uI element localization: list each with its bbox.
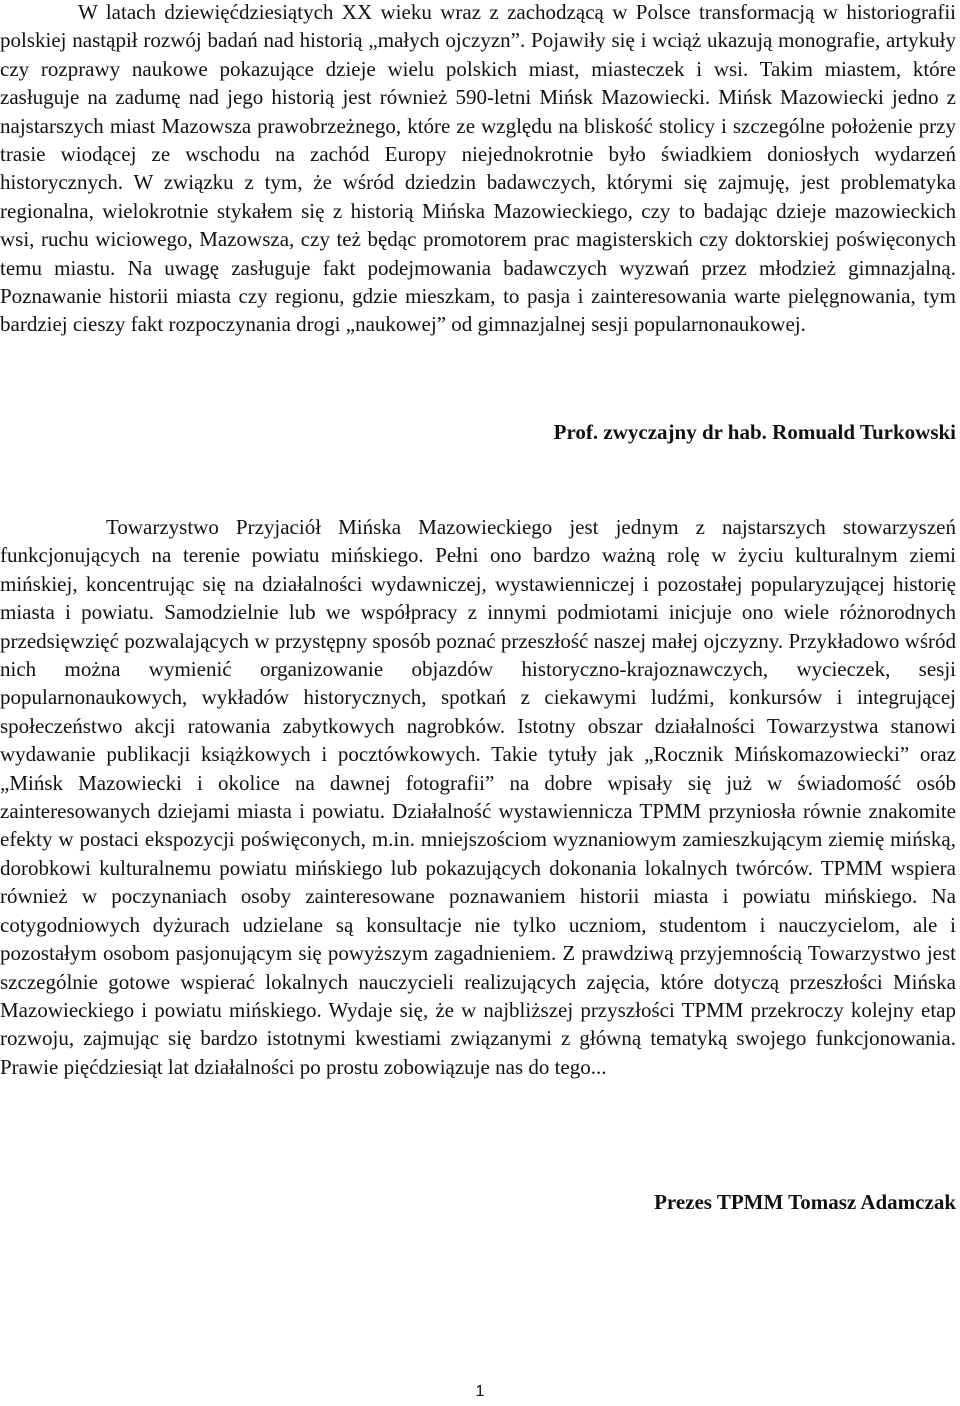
intro-paragraph: W latach dziewięćdziesiątych XX wieku wraz z zachodzącą w Polsce transformacją w historiografii polskiej nastąpił rozwój badań nad historią „małych ojczyzn”. Pojawiły się i wciąż ukazują monografie, artykuły czy rozprawy naukowe pokazujące dzieje wielu polskich miast, miasteczek i wsi. Takim miastem, które zasługuje na zadumę nad jego historią jest również 590-letni Mińsk Mazowiecki. Mińsk Mazowiecki jedno z najstarszych miast Mazowsza prawobrzeżnego, które ze względu na bliskość stolicy i szczególne położenie przy trasie wiodącej ze wschodu na zachód Europy niejednokrotnie było świadkiem doniosłych wydarzeń historycznych. W związku z tym, że wśród dziedzin badawczych, którymi się zajmuję, jest problematyka regionalna, wielokrotnie stykałem się z historią Mińska Mazowieckiego, czy to badając dzieje mazowieckich wsi, ruchu wiciowego, Mazowsza, czy też będąc promotorem prac magisterskich czy doktorskiej poświęconych temu miastu. Na uwagę zasługuje fakt podejmowania badawczych wyzwań przez młodzież gimnazjalną. Poznawanie historii miasta czy regionu, gdzie mieszkam, to pasja i zainteresowania warte pielęgnowania, tym bardziej cieszy fakt rozpoczynania drogi „naukowej” od gimnazjalnej sesji popularnonaukowej. — [0, 0, 956, 337]
professor-signature: Prof. zwyczajny dr hab. Romuald Turkowski — [553, 420, 956, 444]
president-signature: Prezes TPMM Tomasz Adamczak — [654, 1190, 956, 1214]
page-number: 1 — [475, 1383, 485, 1400]
society-paragraph: Towarzystwo Przyjaciół Mińska Mazowieckiego jest jednym z najstarszych stowarzyszeń funkcjonujących na terenie powiatu mińskiego. Pełni ono bardzo ważną rolę w życiu kulturalnym ziemi mińskiej, koncentrując się na działalności wydawniczej, wystawienniczej i pozostałej popularyzującej historię miasta i powiatu. Samodzielnie lub we współpracy z innymi podmiotami inicjuje ono wiele różnorodnych przedsięwzięć pozwalających w przystępny sposób poznać przeszłość naszej małej ojczyzny. Przykładowo wśród nich można wymienić organizowanie objazdów historyczno-krajoznawczych, wycieczek, sesji popularnonaukowych, wykładów historycznych, spotkań z ciekawymi ludźmi, konkursów i integrującej społeczeństwo akcji ratowania zabytkowych nagrobków. Istotny obszar działalności Towarzystwa stanowi wydawanie publikacji książkowych i pocztówkowych. Takie tytuły jak „Rocznik Mińskomazowiecki” oraz „Mińsk Mazowiecki i okolice na dawnej fotografii” na dobre wpisały się już w świadomość osób zainteresowanych dziejami miasta i powiatu. Działalność wystawiennicza TPMM przyniosła równie znakomite efekty w postaci ekspozycji poświęconych, m.in. mniejszościom wyznaniowym zamieszkującym ziemię mińską, dorobkowi kulturalnemu powiatu mińskiego lub pokazujących dokonania lokalnych twórców. TPMM wspiera również w poczynaniach osoby zainteresowane poznawaniem historii miasta i powiatu mińskiego. Na cotygodniowych dyżurach udzielane są konsultacje nie tylko uczniom, studentom i nauczycielom, ale i pozostałym osobom pasjonującym się powyższym zagadnieniem. Z prawdziwą przyjemnością Towarzystwo jest szczególnie gotowe wspierać lokalnych nauczycieli realizujących zajęcia, które dotyczą przeszłości Mińska Mazowieckiego i powiatu mińskiego. Wydaje się, że w najbliższej przyszłości TPMM przekroczy kolejny etap rozwoju, zajmując się bardzo istotnymi kwestiami związanymi z główną tematyką swojego funkcjonowania. Prawie pięćdziesiąt lat działalności po prostu zobowiązuje nas do tego... — [0, 515, 956, 1079]
